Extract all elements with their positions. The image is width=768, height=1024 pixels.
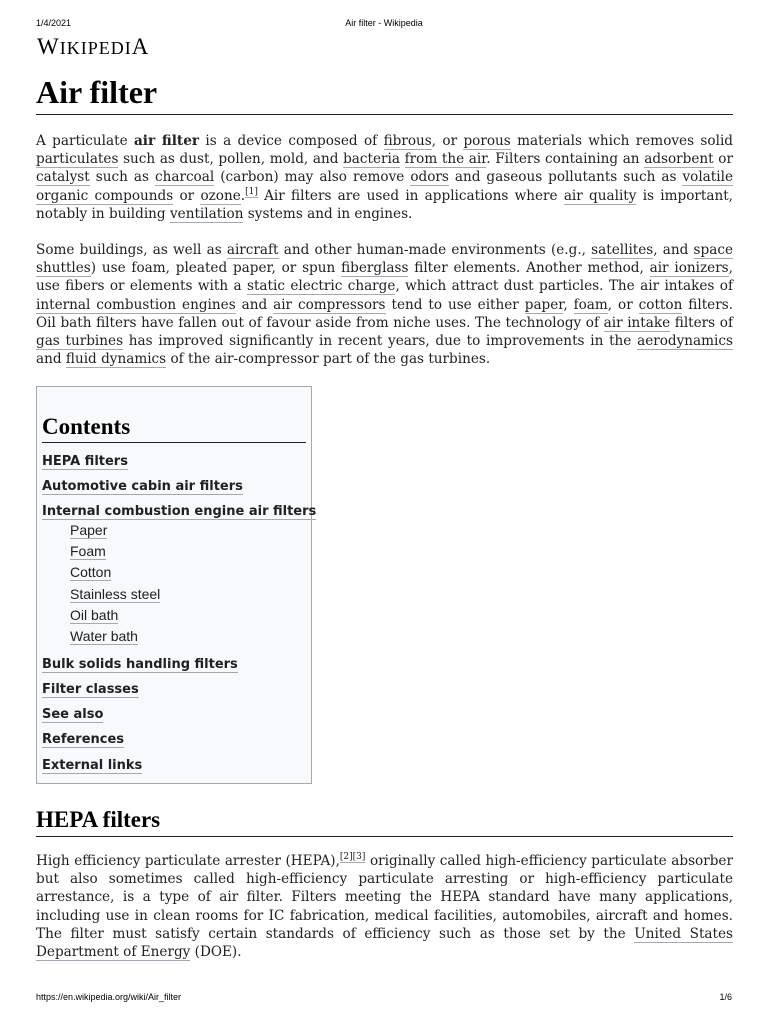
- text: and gaseous pollutants such as: [448, 169, 683, 186]
- text: has improved significantly in recent years, due to improvements in the: [123, 333, 638, 350]
- table-of-contents: [36, 386, 317, 784]
- toc-item-label: Oil bath: [70, 607, 119, 623]
- print-page-title: Air filter - Wikipedia: [345, 18, 423, 28]
- link-gas-turbines[interactable]: gas turbines: [36, 333, 124, 350]
- text: systems and in engines.: [243, 205, 413, 222]
- toc-title: Contents: [42, 413, 306, 443]
- toc-item-cotton[interactable]: [70, 564, 111, 581]
- toc-item-label: See also: [42, 707, 104, 722]
- text: is a device composed of: [199, 133, 384, 149]
- text: , which attract dust particles. The air intakes of: [395, 278, 733, 295]
- toc-item-stainless-steel[interactable]: [70, 586, 160, 603]
- wordmark-mid: IKIPEDI: [59, 38, 132, 58]
- link-united-states-department-of-energy[interactable]: United States Department of Energy: [36, 925, 733, 961]
- toc-item-bulk-solids-handling-filters[interactable]: [42, 656, 238, 673]
- intro-paragraph-2: [36, 241, 733, 368]
- text: such as dust, pollen, mold, and: [118, 151, 344, 168]
- link-internal-combustion-engines[interactable]: internal combustion engines: [36, 296, 236, 313]
- text: , or: [607, 296, 639, 313]
- toc-item-see-also[interactable]: [42, 706, 103, 723]
- toc-item-label: Paper: [70, 522, 108, 538]
- text: originally called high-efficiency particulate absorber but also sometimes called high-efficiency particulate arresting or high-efficiency particulate arrestance, is a type of air filter. Filters meeting the HEPA standard have many applications, including use in clean rooms for IC fabrication, medical facilities, automobiles, aircraft and homes. The filter must satisfy certain standards of efficiency such as those set by the: [36, 853, 733, 942]
- text: or: [713, 151, 733, 168]
- text: and: [235, 296, 274, 313]
- link-static-electric-charge[interactable]: static electric charge: [246, 278, 396, 295]
- toc-item-automotive-cabin-air-filters[interactable]: [42, 478, 243, 495]
- intro-paragraph-1: [36, 132, 733, 223]
- text: [400, 151, 405, 167]
- section-heading-hepa-filters: HEPA filters: [36, 806, 733, 837]
- citation-2[interactable]: [2]: [339, 852, 353, 863]
- print-page-number: 1/6: [719, 992, 732, 1002]
- text: and: [36, 351, 66, 368]
- text: tend to use either: [385, 296, 525, 313]
- toc-item-label: Automotive cabin air filters: [42, 479, 243, 494]
- link-air-quality[interactable]: air quality: [563, 187, 637, 204]
- wikipedia-wordmark[interactable]: [37, 34, 149, 60]
- toc-item-external-links[interactable]: [42, 757, 142, 774]
- print-url: https://en.wikipedia.org/wiki/Air_filter: [36, 992, 182, 1002]
- toc-item-internal-combustion-engine-air-filters[interactable]: [42, 503, 316, 520]
- link-air-compressors[interactable]: air compressors: [273, 296, 386, 313]
- toc-item-label: Cotton: [70, 564, 112, 580]
- citation-1[interactable]: [1]: [245, 187, 258, 198]
- text: filters. Oil bath filters have fallen out of favour aside from niche uses. The technology of: [36, 296, 733, 331]
- link-cotton[interactable]: cotton: [638, 296, 683, 313]
- text: , or: [431, 133, 464, 149]
- link-bacteria[interactable]: bacteria: [343, 151, 400, 168]
- page-title: Air filter: [36, 72, 733, 115]
- toc-item-label: External links: [42, 758, 143, 773]
- toc-item-paper[interactable]: [70, 522, 107, 539]
- text: filter elements. Another method,: [408, 260, 650, 277]
- toc-item-water-bath[interactable]: [70, 628, 138, 645]
- text: and other human-made environments (e.g.,: [278, 242, 592, 258]
- link-foam[interactable]: foam: [573, 296, 608, 313]
- link-charcoal[interactable]: charcoal: [154, 169, 215, 186]
- link-porous[interactable]: porous: [463, 133, 511, 149]
- text: (DOE).: [190, 944, 242, 961]
- citation-3[interactable]: [3]: [352, 852, 366, 863]
- text: . Filters containing an: [486, 151, 645, 168]
- toc-item-label: Foam: [70, 543, 106, 559]
- toc-item-oil-bath[interactable]: [70, 607, 118, 624]
- bold-term: air filter: [133, 133, 200, 149]
- text: is important, notably in building: [36, 187, 734, 222]
- link-air-ionizers[interactable]: air ionizers: [649, 260, 729, 277]
- text: materials which removes solid: [510, 133, 733, 149]
- link-catalyst[interactable]: catalyst: [36, 169, 90, 186]
- text: , and: [653, 242, 694, 258]
- toc-item-label: Water bath: [70, 628, 138, 644]
- link-ozone[interactable]: ozone: [200, 187, 241, 204]
- print-date: 1/4/2021: [36, 18, 72, 28]
- toc-item-label: Internal combustion engine air filters: [42, 504, 317, 519]
- link-ventilation[interactable]: ventilation: [169, 205, 244, 222]
- link-air-intake[interactable]: air intake: [603, 314, 671, 331]
- link-adsorbent[interactable]: adsorbent: [644, 151, 714, 168]
- link-fibrous[interactable]: fibrous: [383, 133, 432, 149]
- link-aerodynamics[interactable]: aerodynamics: [637, 333, 733, 350]
- link-space-shuttles[interactable]: space shuttles: [36, 242, 733, 277]
- text: Air filters are used in applications where: [257, 187, 564, 204]
- text: of the air-compressor part of the gas turbines.: [166, 351, 491, 368]
- toc-item-label: References: [42, 732, 125, 747]
- wordmark-a: A: [131, 34, 150, 59]
- link-satellites[interactable]: satellites: [591, 242, 654, 258]
- link-volatile-organic-compounds[interactable]: volatile organic compounds: [36, 169, 733, 204]
- toc-item-label: Stainless steel: [70, 586, 161, 602]
- print-footer: [36, 992, 732, 1006]
- print-header: [36, 18, 732, 32]
- link-particulates[interactable]: particulates: [36, 151, 119, 168]
- toc-item-references[interactable]: [42, 731, 124, 748]
- link-from-the-air[interactable]: from the air: [404, 151, 487, 168]
- toc-item-label: Bulk solids handling filters: [42, 657, 238, 672]
- link-fiberglass[interactable]: fiberglass: [341, 260, 409, 277]
- text: filters of: [670, 314, 733, 331]
- text: A particulate: [36, 133, 134, 149]
- text: or: [173, 187, 201, 204]
- toc-item-label: Filter classes: [42, 682, 139, 697]
- text: .: [240, 187, 246, 204]
- link-odors[interactable]: odors: [410, 169, 449, 186]
- link-paper[interactable]: paper: [524, 296, 564, 313]
- link-aircraft[interactable]: aircraft: [226, 242, 279, 258]
- link-fluid-dynamics[interactable]: fluid dynamics: [65, 351, 167, 368]
- toc-item-filter-classes[interactable]: [42, 681, 139, 698]
- text: (carbon) may also remove: [214, 169, 411, 186]
- text: ,: [563, 296, 574, 313]
- text: ) use foam, pleated paper, or spun: [90, 260, 342, 277]
- toc-item-label: HEPA filters: [42, 454, 128, 469]
- hepa-paragraph: [36, 852, 733, 961]
- text: , use fibers or elements with a: [36, 260, 733, 295]
- text: High efficiency particulate arrester (HEPA),: [36, 853, 340, 869]
- text: such as: [89, 169, 155, 186]
- toc-item-foam[interactable]: [70, 543, 106, 560]
- wordmark-w: W: [37, 34, 60, 59]
- toc-item-hepa-filters[interactable]: [42, 453, 128, 470]
- text: Some buildings, as well as: [36, 242, 227, 258]
